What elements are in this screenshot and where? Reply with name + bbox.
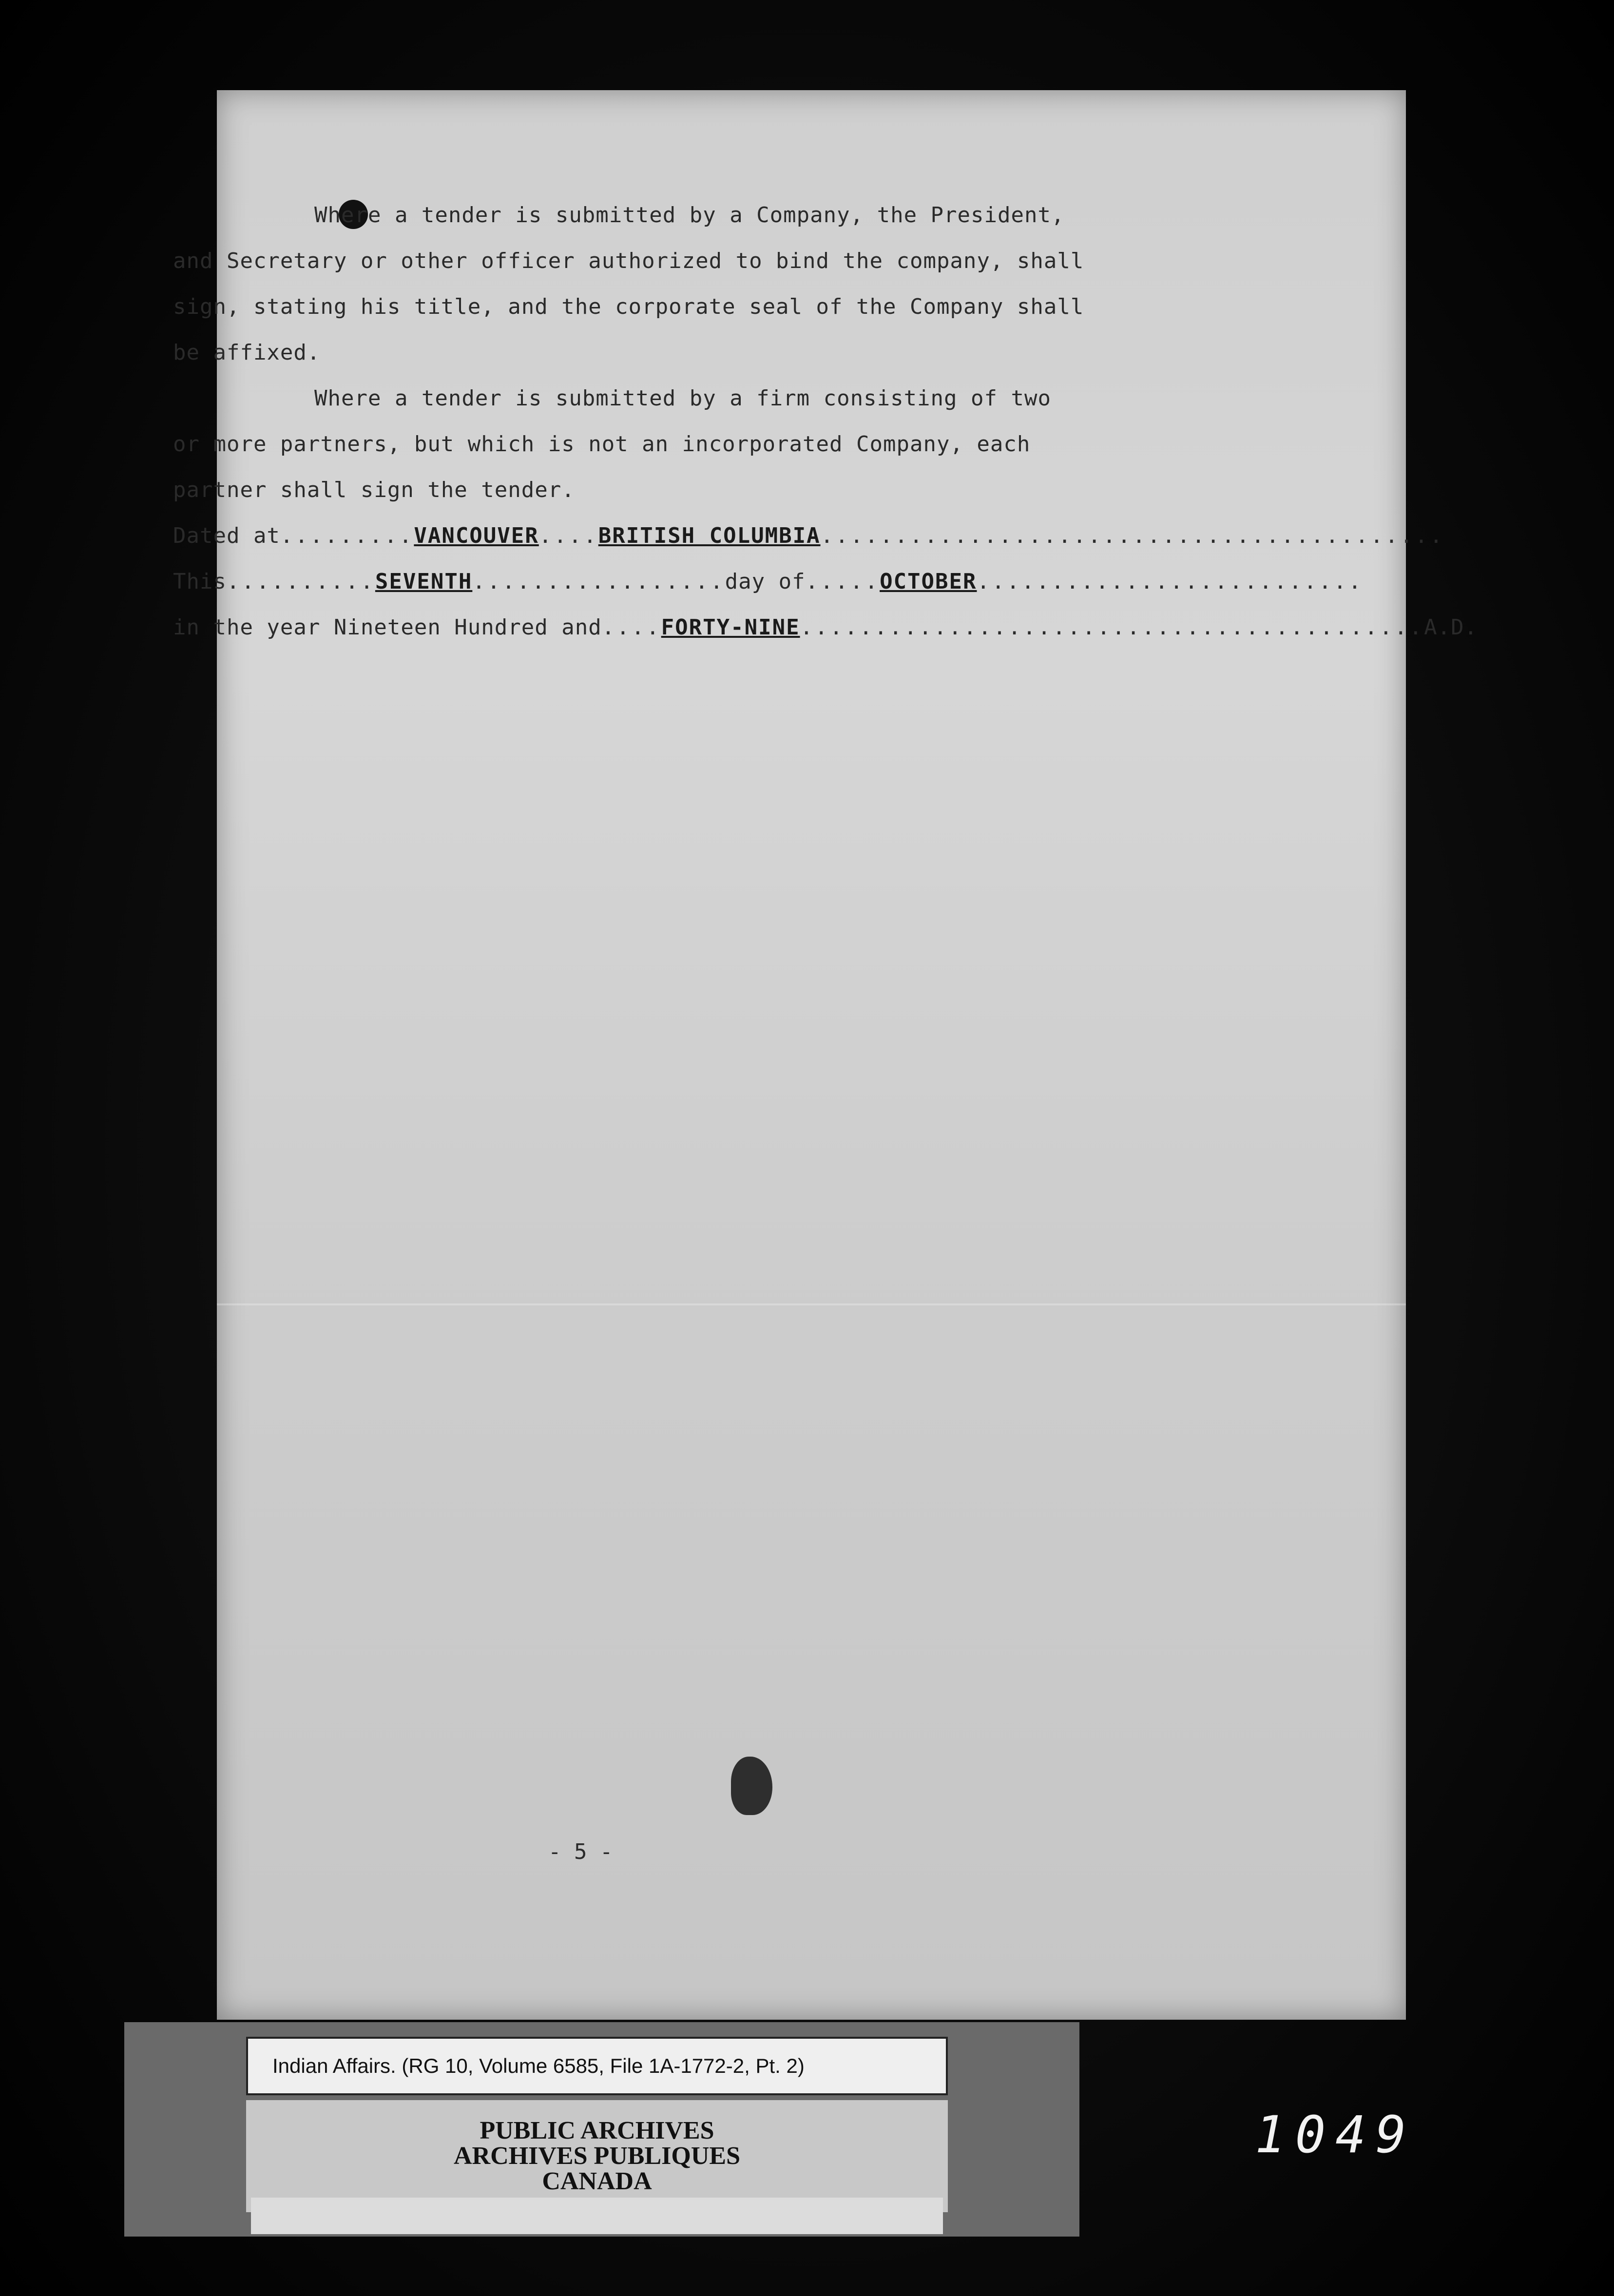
- label-bottom-strip: [251, 2198, 943, 2234]
- day-of-label: day of: [725, 569, 806, 594]
- dated-at-city: VANCOUVER: [414, 523, 539, 548]
- dated-at-province: BRITISH COLUMBIA: [598, 523, 821, 548]
- text-line: partner shall sign the tender.: [173, 478, 575, 502]
- text-line: sign, stating his title, and the corporate seal of the Company shall: [173, 294, 1084, 319]
- paragraph-firm-tender: [173, 376, 1157, 513]
- document-body: [173, 192, 1478, 651]
- dated-at-label: Dated at: [173, 523, 280, 548]
- archive-reference: Indian Affairs. (RG 10, Volume 6585, File 1A-1772-2, Pt. 2): [272, 2054, 805, 2077]
- fold-line: [217, 1303, 1406, 1305]
- text-line: Where a tender is submitted by a firm consisting of two: [314, 386, 1051, 411]
- this-label: This: [173, 569, 227, 594]
- day-line: This .......... SEVENTH ................. day of ..... OCTOBER ..........................: [173, 559, 1157, 605]
- text-line: be affixed.: [173, 340, 321, 365]
- dated-at-line: Dated at ......... VANCOUVER .... BRITISH COLUMBIA ..........................................: [173, 513, 1157, 559]
- text-line: and Secretary or other officer authorized to bind the company, shall: [173, 249, 1084, 273]
- page-number: - 5 -: [548, 1839, 613, 1864]
- text-line: Where a tender is submitted by a Company, the President,: [314, 203, 1065, 228]
- frame-number: 1049: [1255, 2105, 1416, 2164]
- archives-stamp: [246, 2100, 948, 2212]
- text-line: or more partners, but which is not an incorporated Company, each: [173, 432, 1031, 457]
- ad-label: A.D.: [1424, 615, 1478, 640]
- archives-line-fr: ARCHIVES PUBLIQUES: [453, 2142, 741, 2170]
- archives-line-country: CANADA: [542, 2167, 652, 2195]
- day-value: SEVENTH: [375, 569, 473, 594]
- paragraph-company-tender: [173, 192, 1157, 376]
- archives-line-en: PUBLIC ARCHIVES: [480, 2117, 714, 2144]
- year-label: in the year Nineteen Hundred and: [173, 615, 602, 640]
- year-value: FORTY-NINE: [661, 615, 800, 640]
- archive-reference-label: [246, 2037, 948, 2095]
- month-value: OCTOBER: [880, 569, 977, 594]
- ink-smudge: [731, 1757, 772, 1815]
- year-line: in the year Nineteen Hundred and .... FORTY-NINE .......................................... A.D.: [173, 605, 1157, 651]
